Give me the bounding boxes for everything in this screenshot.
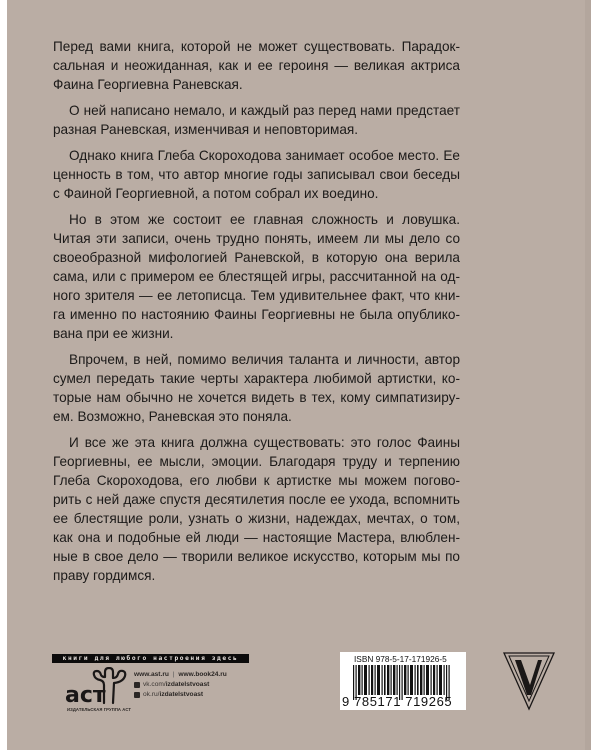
ean-digits: 9 785171 719265: [342, 694, 453, 709]
ok-link[interactable]: ok.ru/izdatelstvoast: [134, 690, 227, 700]
publisher-tagline-banner: книги для любого настроения здесь: [52, 654, 249, 663]
blurb-text: [53, 37, 460, 585]
blurb-paragraph: Но в этом же состоит ее главная сложность и ловушка. Читая эти записи, очень трудно понять, имеем ли мы дело со своеобразной мифологией Раневской, в которую она верила сама, или с примером ее блестящей игры, рассчитанной на одного зрителя — ее летописца. Тем удивительнее факт, что книга именно по настоянию Фаины Георгиевны не была опубликована при ее жизни.: [53, 212, 460, 341]
isbn-label: ISBN 978-5-17-171926-5: [354, 654, 447, 664]
vk-icon: [134, 682, 140, 688]
ast-website-link[interactable]: www.ast.ru: [134, 671, 169, 678]
website-links: [134, 670, 227, 680]
blurb-paragraph: И все же эта книга должна существовать: это голос Фаины Георгиевны, ее мысли, эмоции. Благодаря труду и терпению Глеба Скороходова, его любви к артистке мы можем поговорить с ней даже спустя десятилетия после ее ухода, вспомнить ее блестящие роли, узнать о жизни, надеждах, мечтах, о том, как она и подобные ей люди — настоящие Мастера, влюбленные в свое дело — творили великое искусство, которым мы по праву гордимся.: [53, 435, 460, 583]
blurb-paragraph: Впрочем, в ней, помимо величия таланта и личности, автор сумел передать такие черты характера любимой артистки, которые нам обычно не хочется видеть в тех, кому симпатизируем. Возможно, Раневская это поняла.: [53, 352, 460, 424]
publisher-links: [134, 670, 227, 700]
blurb-paragraph: О ней написано немало, и каждый раз перед нами предстает разная Раневская, изменчивая и неповторимая.: [53, 103, 460, 137]
cover-spine-edge: [585, 0, 591, 750]
blurb-paragraph: Однако книга Глеба Скороходова занимает особое место. Ее ценность в том, что автор многие годы записывал свои беседы с Фаиной Георгиевной, а потом собрал их воедино.: [53, 148, 460, 201]
book-back-cover: [7, 0, 591, 750]
book24-website-link[interactable]: www.book24.ru: [178, 671, 227, 678]
v-triangle-imprint-icon: [502, 651, 556, 711]
isbn-barcode: [340, 652, 466, 710]
vk-link[interactable]: vk.com/izdatelstvoast: [134, 680, 227, 690]
blurb-paragraph: Перед вами книга, которой не может существовать. Парадоксальная и неожиданная, как и ее героиня — великая актриса Фаина Георгиевна Раневская.: [53, 39, 460, 92]
ok-icon: [134, 692, 140, 698]
publisher-group-caption: ИЗДАТЕЛЬСКАЯ ГРУППА АСТ: [66, 707, 132, 712]
svg-text:аст: аст: [65, 683, 106, 707]
link-separator: |: [172, 671, 175, 678]
